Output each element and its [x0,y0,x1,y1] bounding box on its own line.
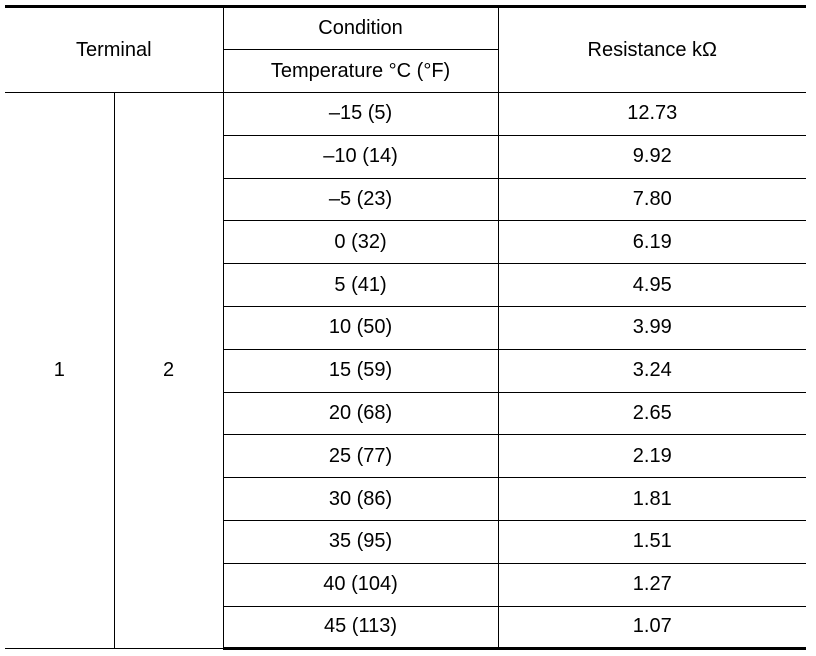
resistance-cell: 2.19 [498,435,806,478]
temperature-cell: 35 (95) [223,520,498,563]
temperature-header: Temperature °C (°F) [223,50,498,93]
condition-header: Condition [223,7,498,50]
resistance-cell: 6.19 [498,221,806,264]
temperature-cell: 45 (113) [223,606,498,649]
resistance-cell: 3.99 [498,306,806,349]
table-body [5,93,806,649]
temperature-cell: 10 (50) [223,306,498,349]
terminal-b-cell: 2 [114,93,223,649]
resistance-spec-table [5,5,806,650]
terminal-a-cell: 1 [5,93,114,649]
resistance-cell: 1.07 [498,606,806,649]
temperature-cell: 30 (86) [223,478,498,521]
temperature-cell: 25 (77) [223,435,498,478]
temperature-cell: –10 (14) [223,135,498,178]
table-row [5,93,806,136]
resistance-cell: 3.24 [498,349,806,392]
resistance-cell: 9.92 [498,135,806,178]
resistance-cell: 1.27 [498,563,806,606]
resistance-cell: 4.95 [498,264,806,307]
temperature-cell: 5 (41) [223,264,498,307]
resistance-cell: 1.51 [498,520,806,563]
temperature-cell: 0 (32) [223,221,498,264]
resistance-header: Resistance kΩ [498,7,806,93]
resistance-cell: 2.65 [498,392,806,435]
temperature-cell: –5 (23) [223,178,498,221]
resistance-cell: 7.80 [498,178,806,221]
resistance-cell: 1.81 [498,478,806,521]
temperature-cell: 15 (59) [223,349,498,392]
temperature-cell: 20 (68) [223,392,498,435]
terminal-header: Terminal [5,7,223,93]
temperature-cell: –15 (5) [223,93,498,136]
resistance-cell: 12.73 [498,93,806,136]
temperature-cell: 40 (104) [223,563,498,606]
